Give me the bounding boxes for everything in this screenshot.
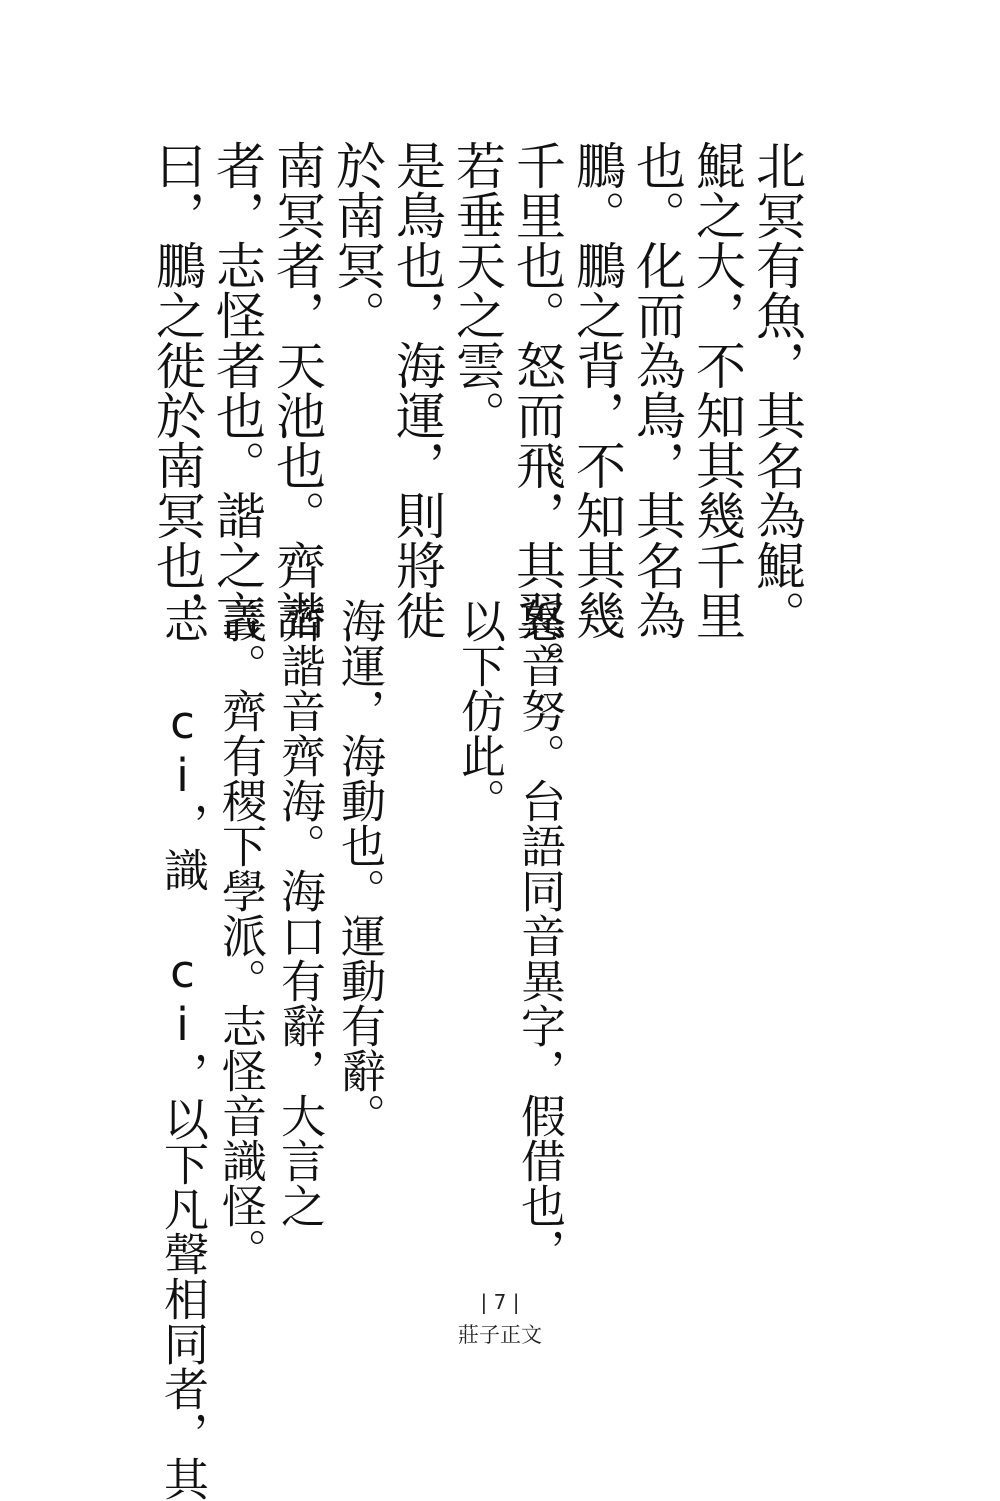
main-text-column-1: 北冥有魚，其名為鯤。 (748, 140, 806, 640)
note-column-6: 志 ci，識 ci，以下凡聲相同者，其 (156, 598, 209, 1501)
main-text-column-3: 也。化而為鳥，其名為 (628, 140, 686, 640)
main-text-column-5: 千里也。怒而飛，其翼。 (508, 140, 566, 690)
main-text-column-6: 若垂天之雲。 (448, 140, 506, 440)
book-title: 莊子正文 (458, 1323, 542, 1347)
main-text-column-8: 於南冥。 (328, 140, 386, 340)
main-text-column-11: 曰，鵬之徙於南冥也， (148, 140, 206, 640)
main-text-column-2: 鯤之大，不知其幾千里 (688, 140, 746, 640)
note-column-3: 海運，海動也。運動有辭。 (333, 598, 386, 1138)
note-column-4: 齊諧音齊海。海口有辭，大言之 (273, 598, 326, 1228)
note-column-2: 以下仿此。 (453, 598, 506, 823)
main-text-column-9: 南冥者，天池也。齊諧 (268, 140, 326, 640)
main-text-column-4: 鵬。鵬之背，不知其幾 (568, 140, 626, 640)
page-number: | 7 | (480, 1290, 520, 1314)
note-column-5: 義。齊有稷下學派。志怪音識怪。 (214, 598, 267, 1273)
main-text-column-10: 者，志怪者也。諧之言 (208, 140, 266, 640)
main-text-column-7: 是鳥也，海運，則將徙 (388, 140, 446, 640)
note-column-1: 怒音努。台語同音異字，假借也， (513, 598, 566, 1273)
